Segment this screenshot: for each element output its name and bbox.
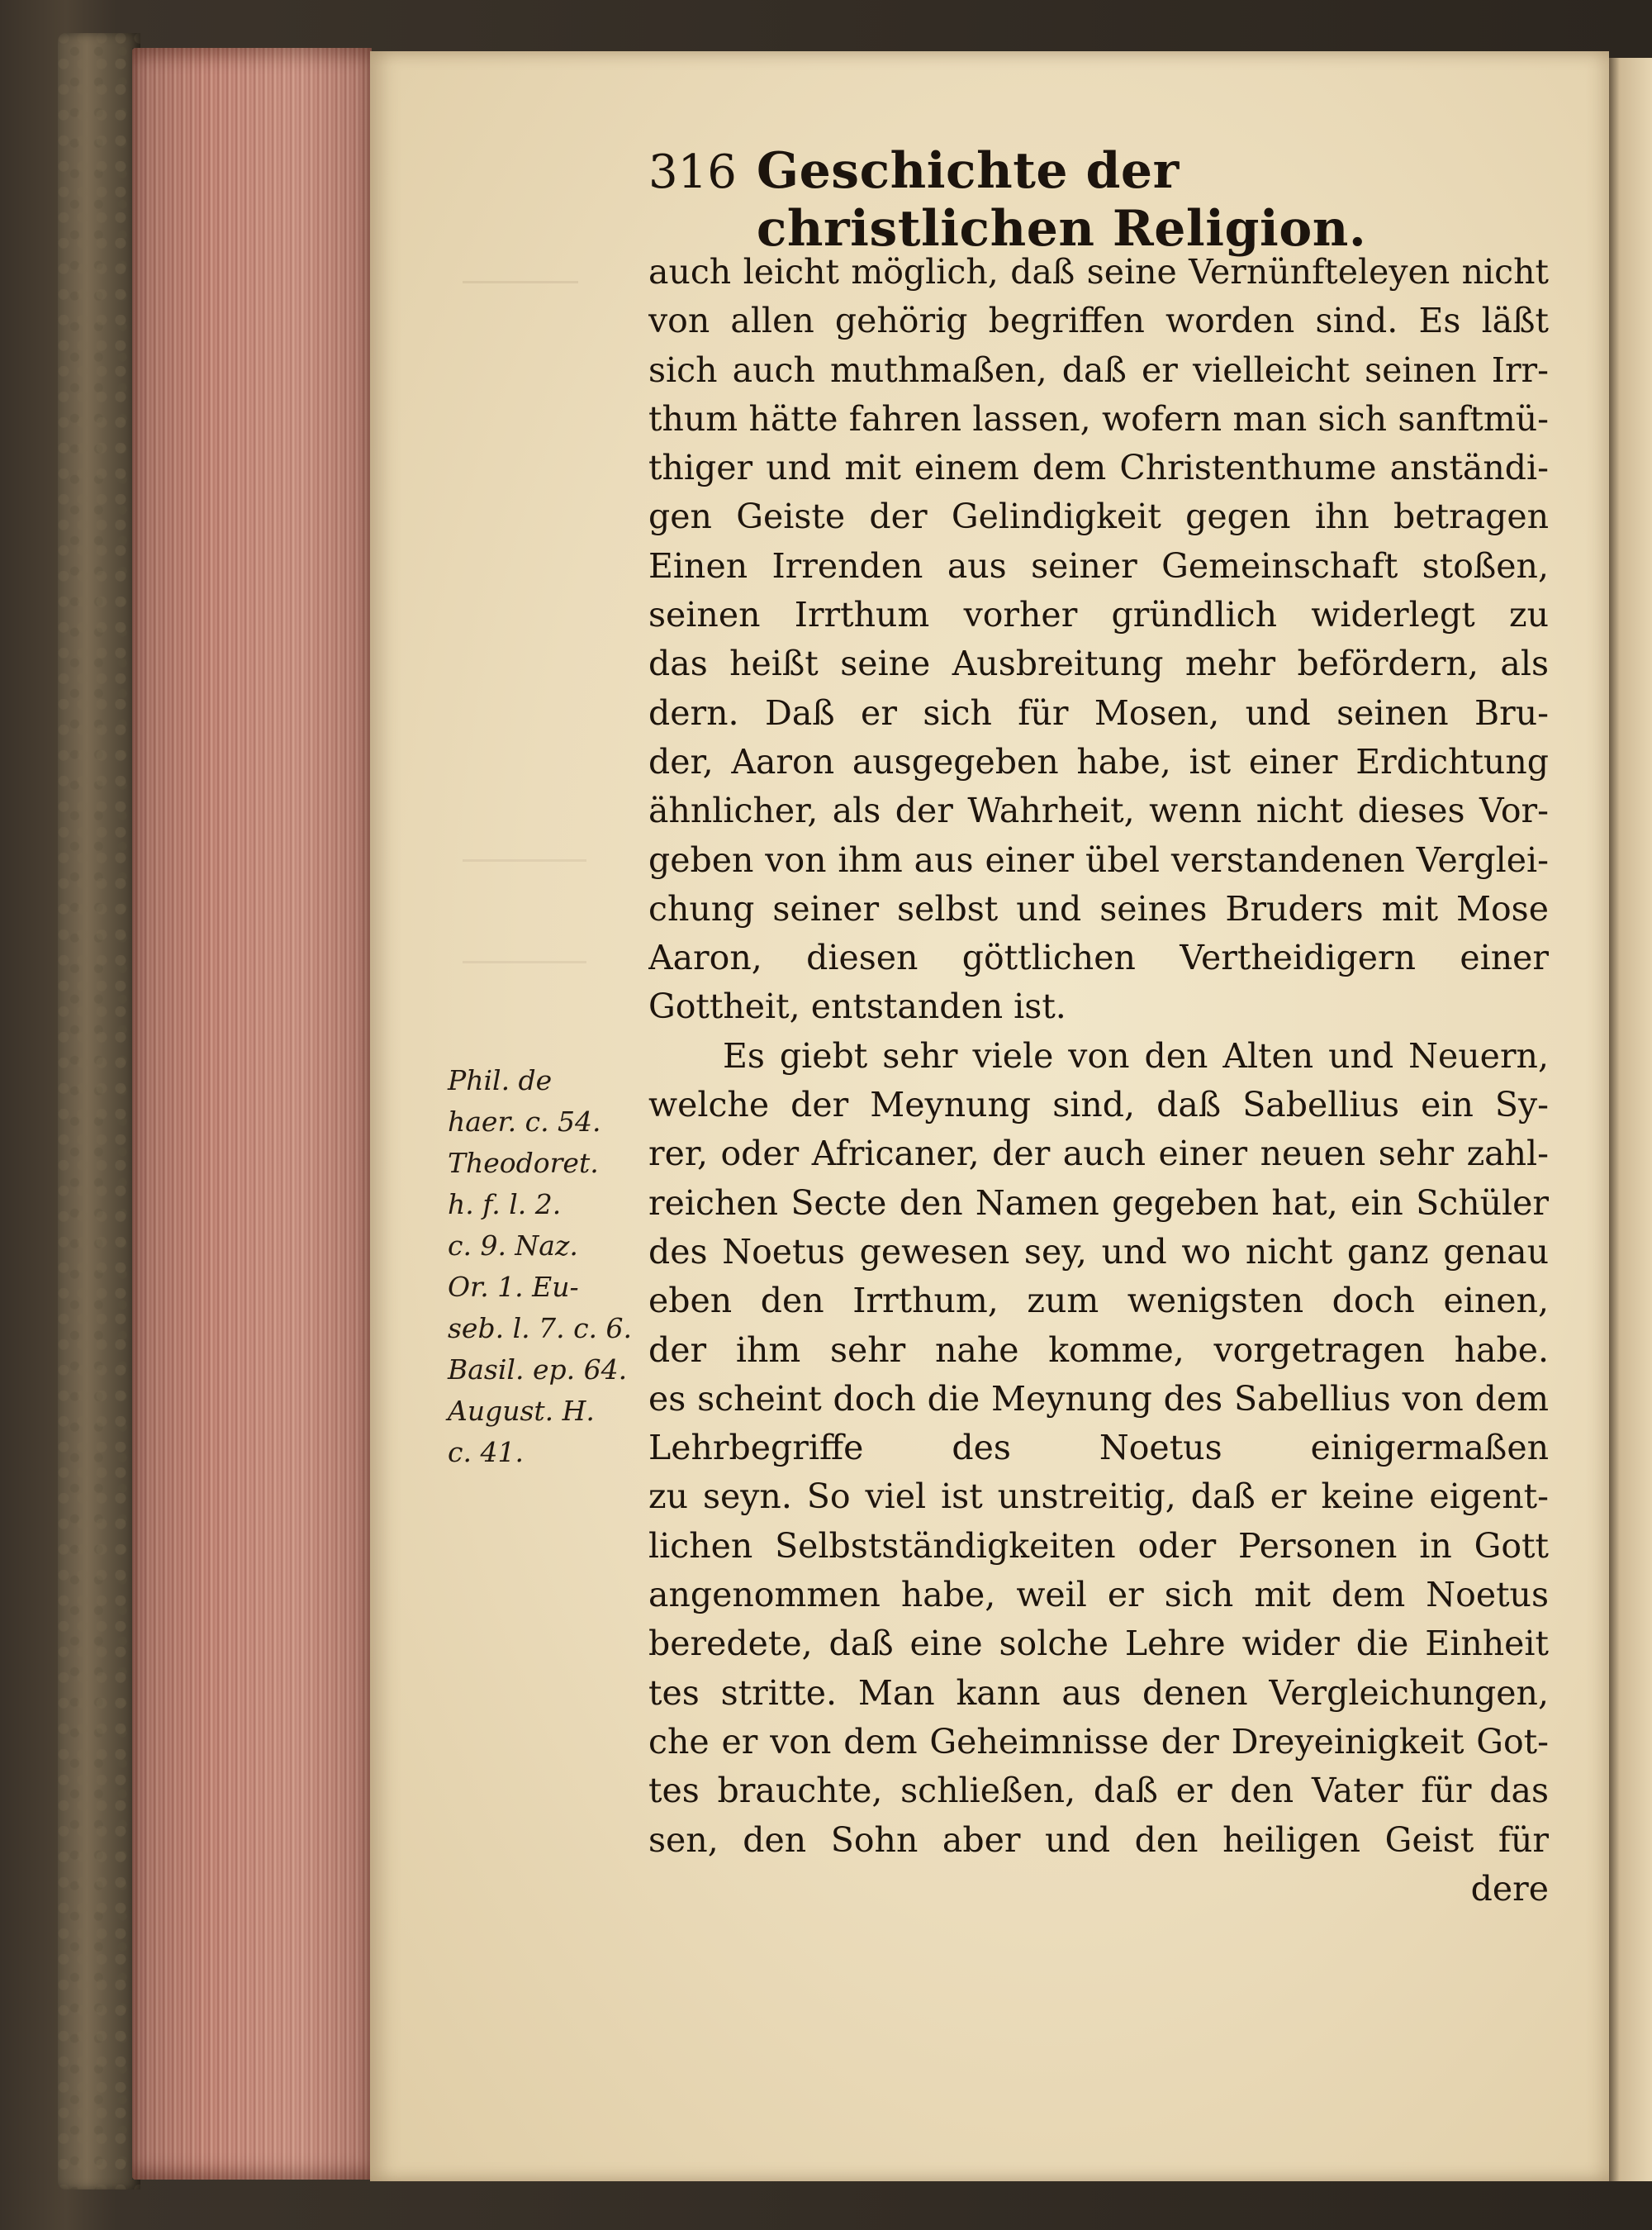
facing-page-edge — [1609, 58, 1652, 2181]
text-line: eben den Irrthum, zum wenigsten doch einen, — [648, 1281, 1549, 1321]
margin-note-line: Or. 1. Eu- — [448, 1271, 579, 1303]
text-line: Lehrbegriffe des Noetus einigermaßen — [648, 1428, 1549, 1468]
text-line: rer, oder Africaner, der auch einer neuen sehr zahl- — [648, 1134, 1549, 1174]
text-line: Einen Irrenden aus seiner Gemeinschaft stoßen, — [648, 545, 1549, 586]
margin-note-line: Basil. ep. 64. — [448, 1353, 628, 1386]
catchword: dere — [1470, 1868, 1549, 1909]
page-header — [648, 142, 1524, 258]
text-line: welche der Meynung sind, daß Sabellius ein Sy- — [648, 1085, 1549, 1125]
body-text — [648, 248, 1549, 1914]
text-line: Gottheit, entstanden ist. — [648, 987, 1066, 1027]
margin-note-line: haer. c. 54. — [448, 1105, 601, 1138]
text-line: ähnlicher, als der Wahrheit, wenn nicht dieses Vor- — [648, 791, 1549, 831]
text-line: Aaron, diesen göttlichen Vertheidigern einer — [648, 938, 1549, 978]
running-title: Geschichte der christlichen Religion. — [756, 142, 1367, 258]
margin-note-line: August. H. — [448, 1395, 595, 1427]
text-line: gen Geiste der Gelindigkeit gegen ihn betragen — [648, 497, 1549, 537]
text-line: dern. Daß er sich für Mosen, und seinen Bru- — [648, 692, 1549, 733]
text-line: des Noetus gewesen sey, und wo nicht ganz genau — [648, 1231, 1549, 1272]
page-edges — [132, 48, 372, 2180]
margin-note-line: c. 9. Naz. — [448, 1229, 578, 1262]
text-line: zu seyn. So viel ist unstreitig, daß er keine eigent- — [648, 1476, 1549, 1517]
margin-note-line: Phil. de — [448, 1064, 553, 1096]
text-line: von allen gehörig begriffen worden sind. Es läßt — [648, 301, 1549, 341]
page-number: 316 — [648, 145, 737, 199]
text-line: chung seiner selbst und seines Bruders mit Mose — [648, 888, 1549, 929]
text-line: tes brauchte, schließen, daß er den Vater für das — [648, 1771, 1549, 1811]
margin-note-line: h. f. l. 2. — [448, 1188, 562, 1220]
text-line: lichen Selbstständigkeiten oder Personen in Gott — [648, 1525, 1549, 1566]
text-line: das heißt seine Ausbreitung mehr befördern, als — [648, 644, 1549, 684]
text-line: reichen Secte den Namen gegeben hat, ein Schüler — [648, 1182, 1549, 1223]
text-line: angenommen habe, weil er sich mit dem Noetus — [648, 1575, 1549, 1615]
show-through-mark — [463, 248, 578, 283]
book-cover-edge — [58, 33, 140, 2190]
text-line: che er von dem Geheimnisse der Dreyeinigkeit Got- — [648, 1721, 1549, 1762]
text-line: es scheint doch die Meynung des Sabellius von dem — [648, 1378, 1549, 1419]
text-line: der, Aaron ausgegeben habe, ist einer Erdichtung — [648, 741, 1549, 782]
text-line: geben von ihm aus einer übel verstandenen Verglei- — [648, 839, 1549, 880]
text-line: sich auch muthmaßen, daß er vielleicht seinen Irr- — [648, 349, 1549, 390]
text-line: seinen Irrthum vorher gründlich widerlegt zu — [648, 595, 1549, 635]
text-line: tes stritte. Man kann aus denen Vergleichungen, — [648, 1672, 1549, 1713]
text-line: thum hätte fahren lassen, wofern man sich sanftmü- — [648, 398, 1549, 439]
text-line: Es giebt sehr viele von den Alten und Neuern, — [723, 1035, 1549, 1076]
text-line: beredete, daß eine solche Lehre wider die Einheit — [648, 1624, 1549, 1664]
text-line: sen, den Sohn aber und den heiligen Geist für — [648, 1819, 1549, 1860]
text-line: thiger und mit einem dem Christenthume anständi- — [648, 448, 1549, 488]
margin-notes — [448, 1060, 633, 1473]
margin-note-line: c. 41. — [448, 1436, 524, 1468]
show-through-mark — [463, 859, 586, 963]
text-line: auch leicht möglich, daß seine Vernünfteleyen nicht — [648, 252, 1549, 292]
margin-note-line: Theodoret. — [448, 1147, 599, 1179]
margin-note-line: seb. l. 7. c. 6. — [448, 1312, 633, 1344]
text-line: der ihm sehr nahe komme, vorgetragen habe. — [648, 1329, 1549, 1370]
